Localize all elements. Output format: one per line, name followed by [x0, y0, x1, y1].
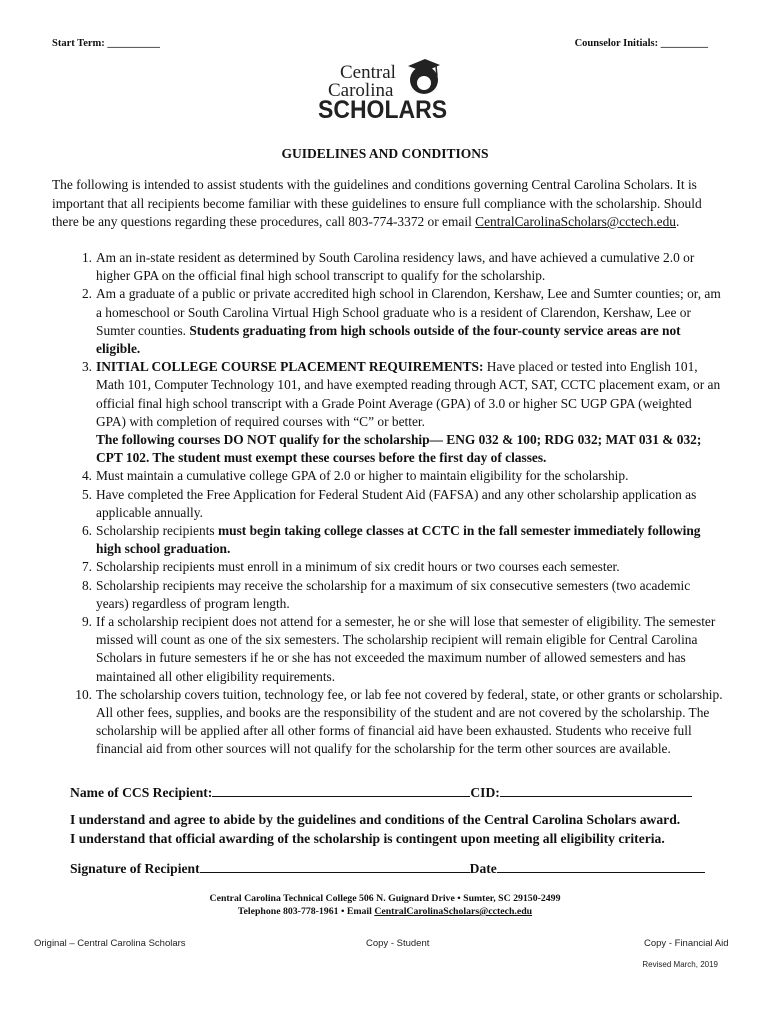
logo-line-2: Carolina — [328, 80, 394, 101]
list-item — [52, 467, 724, 485]
intro-text: The following is intended to assist students with the guidelines and conditions governing Central Carolina Scholars. It is important that all recipients become familiar with these guidelines to ensure full compliance with the scholarship. Should there be any questions regarding these procedures, call 803-774-3372 or email — [52, 177, 702, 229]
item-text: Have completed the Free Application for Federal Student Aid (FAFSA) and any other scholarship application as applicable annually. — [96, 486, 697, 520]
recipient-name-label: Name of CCS Recipient: — [70, 785, 213, 800]
item-number: 3. — [81, 359, 92, 375]
cid-field[interactable] — [500, 783, 692, 797]
item-number: 5. — [81, 486, 92, 502]
item-number: 10. — [75, 686, 92, 702]
page-title: GUIDELINES AND CONDITIONS — [281, 146, 489, 161]
logo-line-3: SCHOLARS — [318, 96, 448, 124]
signature-field[interactable] — [200, 859, 470, 873]
college-email-link[interactable]: CentralCarolinaScholars@cctech.edu — [374, 906, 533, 917]
signature-label: Signature of Recipient — [70, 861, 200, 876]
item-number: 9. — [81, 614, 92, 630]
item-bold-text: must begin taking college classes at CCTC in the fall semester immediately following high school graduation. — [96, 523, 701, 557]
item-text: If a scholarship recipient does not attend for a semester, he or she will lose that semester of eligibility. The semester missed will count as one of the six semesters. The scholarship recipient will remain eligible for Central Carolina Scholars in future semesters if he or she has not exceeded the maximum number of allowed semesters and has maintained all other eligibility requirements. — [96, 614, 716, 684]
recipient-name-field[interactable] — [212, 783, 470, 797]
item-text: Scholarship recipients — [96, 523, 218, 539]
item-number: 2. — [81, 286, 92, 302]
item-number: 7. — [81, 559, 92, 575]
item-bold-lead: INITIAL COLLEGE COURSE PLACEMENT REQUIREMENTS: — [96, 359, 484, 375]
item-number: 6. — [81, 523, 92, 539]
signature-row — [70, 859, 705, 877]
logo-line-1: Central — [340, 62, 396, 83]
list-item — [52, 358, 724, 467]
list-item — [52, 613, 724, 686]
counselor-initials-field: Counselor Initials: _________ — [574, 38, 708, 49]
acknowledgement — [70, 811, 730, 848]
date-field[interactable] — [497, 859, 705, 873]
item-text: The scholarship covers tuition, technology fee, or lab fee not covered by federal, state, or other grants or scholarship. All other fees, supplies, and books are the responsibility of the student and are not covered by the scholarship. The scholarship will be applied after all other forms of financial aid have been exhausted. Students who receive full financial aid from other sources will not qualify for the scholarship for the term other sources are available. — [96, 686, 723, 757]
copy-student: Copy - Student — [366, 938, 430, 949]
date-label: Date — [469, 861, 497, 876]
college-footer — [0, 892, 770, 918]
list-item — [52, 522, 724, 558]
list-item — [52, 285, 724, 358]
list-item — [52, 249, 724, 285]
acknowledgement-line-1: I understand and agree to abide by the guidelines and conditions of the Central Carolina Scholars award. — [70, 812, 681, 827]
college-contact — [0, 905, 770, 918]
intro-paragraph — [52, 176, 722, 232]
list-item — [52, 558, 724, 576]
item-number: 1. — [81, 250, 92, 265]
college-address: Central Carolina Technical College 506 N. Guignard Drive • Sumter, SC 29150-2499 — [209, 893, 561, 904]
graduate-cap-icon — [406, 56, 440, 98]
central-carolina-scholars-logo — [318, 56, 448, 124]
item-text: Am a graduate of a public or private accredited high school in Clarendon, Kershaw, Lee and Sumter counties; or, am a homeschool or South Carolina Virtual High School graduate who is a resident of Clarendon, Kershaw, Lee or Sumter counties. — [96, 286, 721, 338]
intro-end: . — [676, 214, 680, 229]
item-number: 4. — [81, 468, 92, 484]
item-number: 8. — [81, 577, 92, 593]
copy-financial-aid: Copy - Financial Aid — [644, 938, 729, 949]
cid-label: CID: — [470, 785, 500, 800]
item-text: Scholarship recipients must enroll in a minimum of six credit hours or two courses each semester. — [96, 559, 620, 575]
recipient-name-row — [70, 783, 692, 801]
start-term-field: Start Term: __________ — [52, 38, 160, 49]
list-item — [52, 486, 724, 522]
guidelines-list — [52, 249, 724, 759]
item-bold-tail: The following courses DO NOT qualify for the scholarship— ENG 032 & 100; RDG 032; MAT 031 & 032; CPT 102. The student must exempt these courses before the first day of classes. — [96, 432, 702, 466]
college-phone: Telephone 803-778-1961 • Email — [237, 906, 375, 917]
list-item — [52, 686, 724, 759]
item-text: Have placed or tested into English 101, Math 101, Computer Technology 101, and have exempted reading through ACT, SAT, CCTC placement exam, or an official final high school transcript with a Grade Point Average (GPA) of 3.0 or higher SC UGP GPA (weighted GPA) with completion of required courses with “C” or better. — [96, 359, 721, 429]
item-text: Scholarship recipients may receive the scholarship for a maximum of six consecutive semesters (two academic years) regardless of program length. — [96, 577, 691, 611]
item-text: Am an in-state resident as determined by South Carolina residency laws, and have achieved a cumulative 2.0 or higher GPA on the official final high school transcript to qualify for the scholarship. — [96, 250, 695, 284]
intro-email-link[interactable]: CentralCarolinaScholars@cctech.edu — [475, 214, 676, 229]
item-text: Must maintain a cumulative college GPA of 2.0 or higher to maintain eligibility for the scholarship. — [96, 468, 629, 484]
revised-date: Revised March, 2019 — [642, 960, 718, 969]
copy-original: Original – Central Carolina Scholars — [34, 938, 186, 949]
acknowledgement-line-2: I understand that official awarding of the scholarship is contingent upon meeting all eligibility criteria. — [70, 830, 665, 846]
item-bold-text: Students graduating from high schools outside of the four-county service areas are not eligible. — [96, 322, 681, 357]
list-item — [52, 577, 724, 613]
